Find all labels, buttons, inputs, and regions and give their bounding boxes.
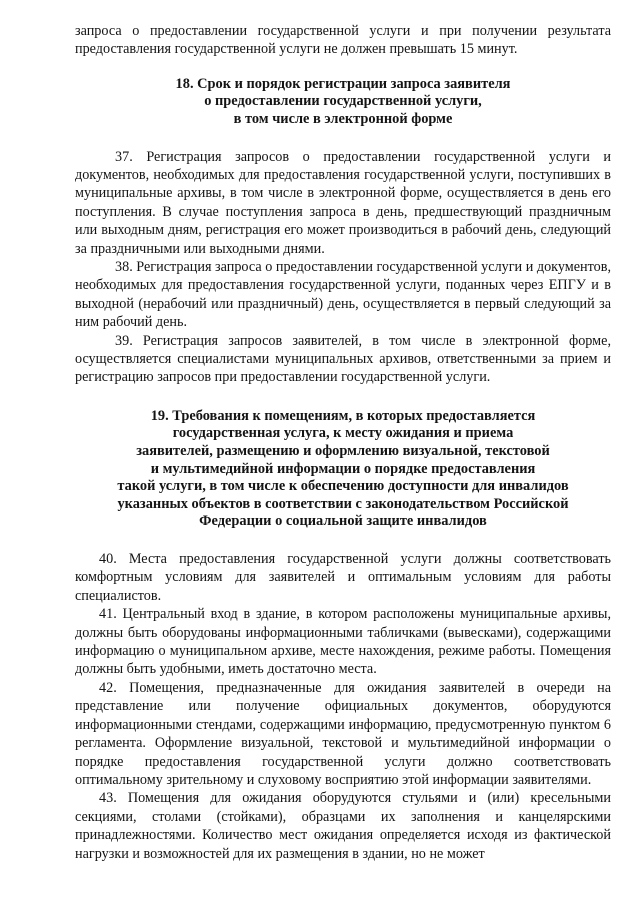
document-page [75, 22, 611, 863]
section-19-heading-line: государственная услуга, к месту ожидания и приема [172, 425, 514, 442]
section-19-heading [75, 408, 611, 531]
paragraph-41: 41. Центральный вход в здание, в котором расположены муниципальные архивы, должны быть оборудованы информационными табличками (вывесками), содержащими информацию о муниципальном архиве, месте нахождения, режиме работы. Помещения должны быть удобными, иметь достаточно места. [75, 606, 611, 678]
section-18-heading-line: о предоставлении государственной услуги, [204, 93, 482, 110]
paragraph-42: 42. Помещения, предназначенные для ожидания заявителей в очереди на представление или получение официальных документов, оборудуются информационными стендами, содержащими информацию, предусмотренную пунктом 6 регламента. Оформление визуальной, текстовой и мультимедийной информации о порядке предоставления государственной услуги должно соответствовать оптимальному зрительному и слуховому восприятию этой информации заявителями. [75, 679, 611, 788]
intro-paragraph: запроса о предоставлении государственной услуги и при получении результата предоставления государственной услуги не должен превышать 15 минут. [75, 23, 611, 58]
paragraph-38: 38. Регистрация запроса о предоставлении государственной услуги и документов, необходимых для предоставления государственной услуги, поданных через ЕПГУ и в выходной (нерабочий или праздничный) день, осуществляется в первый следующий за ним рабочий день. [75, 259, 611, 331]
paragraph-43: 43. Помещения для ожидания оборудуются стульями и (или) кресельными секциями, столами (стойками), образцами их заполнения и канцелярскими принадлежностями. Количество мест ожидания определяется исходя из фактической нагрузки и возможностей для их размещения в здании, но не может [75, 790, 611, 862]
section-18-heading-line: в том числе в электронной форме [233, 111, 453, 127]
section-19-heading-line: такой услуги, в том числе к обеспечению доступности для инвалидов [117, 478, 569, 495]
paragraph-37: 37. Регистрация запросов о предоставлении государственной услуги и документов, необходимых для предоставления государственной услуги, поступивших в муниципальные архивы, в том числе в электронной форме, осуществляется в день его поступления. В случае поступления запроса в день, предшествующий праздничным или выходным дням, регистрация его может производиться в рабочий день, следующий за праздничными или выходными днями. [75, 148, 611, 257]
section-19-heading-line: заявителей, размещению и оформлению визуальной, текстовой [136, 443, 550, 460]
paragraph-39: 39. Регистрация запросов заявителей, в том числе в электронной форме, осуществляется специалистами муниципальных архивов, ответственными за прием и регистрацию запросов при предоставлении государственной услуги. [75, 332, 611, 386]
section-19-heading-line: Федерации о социальной защите инвалидов [199, 513, 487, 530]
section-19-heading-line: и мультимедийной информации о порядке предоставления [150, 460, 536, 477]
section-19-heading-line: указанных объектов в соответствии с законодательством Российской [117, 495, 569, 512]
paragraph-40: 40. Места предоставления государственной услуги должны соответствовать комфортным условиям для заявителей и оптимальным условиям для работы специалистов. [75, 551, 611, 604]
section-19-heading-line: 19. Требования к помещениям, в которых предоставляется [150, 407, 536, 424]
section-18-heading [75, 76, 611, 129]
section-18-heading-line: 18. Срок и порядок регистрации запроса заявителя [175, 75, 511, 92]
